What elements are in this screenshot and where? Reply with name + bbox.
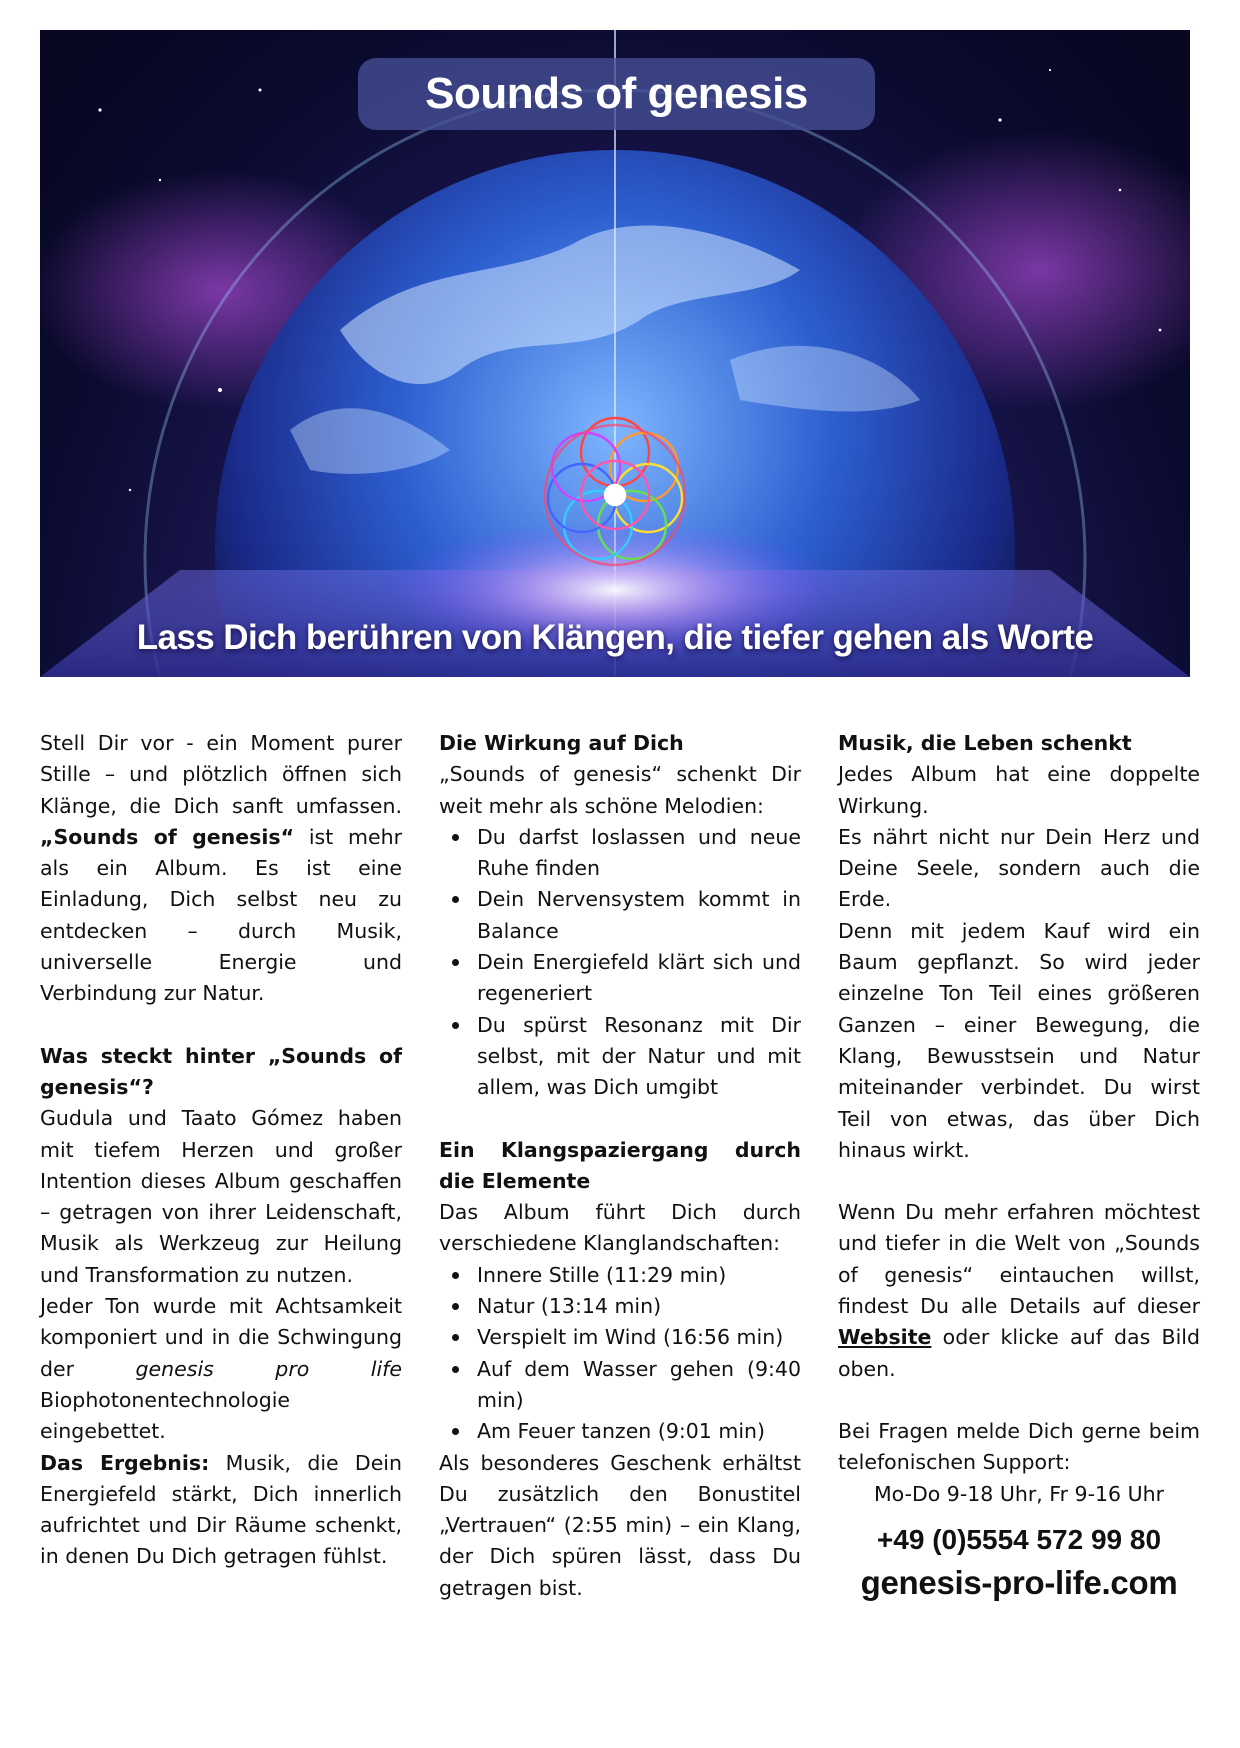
track-item: Auf dem Wasser gehen (9:40 min) — [477, 1354, 801, 1417]
intro-text: Stell Dir vor - ein Moment purer Stille – und plötzlich öffnen sich Klänge, die Dich sanft umfassen. — [40, 731, 402, 818]
list-item: Du darfst loslassen und neue Ruhe finden — [477, 822, 801, 885]
life-paragraph-1: Jedes Album hat eine doppelte Wirkung. — [838, 762, 1200, 818]
hero-tagline: Lass Dich berühren von Klängen, die tiefer gehen als Worte — [136, 618, 1094, 657]
story-paragraph: Gudula und Taato Gómez haben mit tiefem Herzen und großer Intention dieses Album geschaffen – getragen von ihrer Leidenschaft, Musik als Werkzeug zur Heilung und Transformation zu nutzen. — [40, 1106, 402, 1287]
effects-list — [439, 822, 801, 1104]
life-paragraph-3: Denn mit jedem Kauf wird ein Baum gepflanzt. So wird jeder einzelne Ton Teil eines größeren Ganzen – einer Bewegung, die Klang, Bewusstsein und Natur miteinander verbindet. Du wirst Teil von etwas, das über Dich hinaus wirkt. — [838, 918, 1200, 1162]
section-heading-life: Musik, die Leben schenkt — [838, 731, 1132, 755]
tone-text: Jeder Ton wurde mit Achtsamkeit komponiert und in die Schwingung der — [40, 1294, 402, 1381]
more-info-text: Wenn Du mehr erfahren möchtest und tiefer in die Welt von „Sounds of genesis“ eintauchen willst, findest Du alle Details auf dieser — [838, 1200, 1200, 1319]
more-info-text-end: oder klicke auf das Bild oben. — [838, 1325, 1200, 1381]
support-hours: Mo-Do 9-18 Uhr, Fr 9-16 Uhr — [873, 1481, 1165, 1506]
support-phone[interactable]: +49 (0)5554 572 99 80 — [876, 1523, 1162, 1555]
list-item: Dein Energiefeld klärt sich und regeneriert — [477, 947, 801, 1010]
intro-text-end: ist mehr als ein Album. Es ist eine Einladung, Dich selbst neu zu entdecken – durch Musik, universelle Energie und Verbindung zur Natur. — [40, 824, 402, 1006]
intro-paragraph — [40, 728, 402, 1010]
track-item: Natur (13:14 min) — [477, 1291, 801, 1322]
track-item: Verspielt im Wind (16:56 min) — [477, 1322, 801, 1353]
result-label: Das Ergebnis: — [40, 1450, 210, 1475]
track-item: Am Feuer tanzen (9:01 min) — [477, 1416, 801, 1447]
bonus-paragraph: Als besonderes Geschenk erhältst Du zusätzlich den Bonustitel „Vertrauen“ (2:55 min) – ein Klang, der Dich spüren lässt, dass Du getragen bist. — [439, 1450, 801, 1600]
section-heading-background: Was steckt hinter „Sounds of genesis“? — [40, 1043, 402, 1099]
more-info-paragraph — [838, 1197, 1200, 1385]
column-left — [40, 728, 402, 1573]
result-paragraph — [40, 1448, 402, 1573]
intro-album-name: „Sounds of genesis“ — [40, 824, 295, 849]
column-right — [838, 728, 1200, 1606]
list-item: Du spürst Resonanz mit Dir selbst, mit der Natur und mit allem, was Dich umgibt — [477, 1010, 801, 1104]
list-item: Dein Nervensystem kommt in Balance — [477, 884, 801, 947]
section-heading-elements: Ein Klangspaziergang durch die Elemente — [439, 1137, 801, 1193]
effect-intro: „Sounds of genesis“ schenkt Dir weit mehr als schöne Melodien: — [439, 762, 801, 818]
section-heading-effect: Die Wirkung auf Dich — [439, 731, 684, 755]
album-title: Sounds of genesis — [358, 58, 875, 130]
brand-name: genesis pro life — [135, 1356, 402, 1381]
website-url[interactable]: genesis-pro-life.com — [860, 1563, 1178, 1601]
website-link[interactable]: Website — [838, 1325, 932, 1350]
life-paragraph-2: Es nährt nicht nur Dein Herz und Deine Seele, sondern auch die Erde. — [838, 824, 1200, 912]
tracks-intro: Das Album führt Dich durch verschiedene Klanglandschaften: — [439, 1200, 801, 1256]
track-list — [439, 1260, 801, 1448]
column-middle — [439, 728, 801, 1604]
tone-text-end: Biophotonentechnologie eingebettet. — [40, 1387, 291, 1444]
track-item: Innere Stille (11:29 min) — [477, 1260, 801, 1291]
tone-paragraph — [40, 1291, 402, 1447]
result-text: Musik, die Dein Energiefeld stärkt, Dich innerlich aufrichtet und Dir Räume schenkt, in denen Du Dich getragen fühlst. — [40, 1450, 402, 1569]
support-text: Bei Fragen melde Dich gerne beim telefonischen Support: — [838, 1418, 1200, 1475]
hero-banner[interactable] — [40, 30, 1190, 677]
